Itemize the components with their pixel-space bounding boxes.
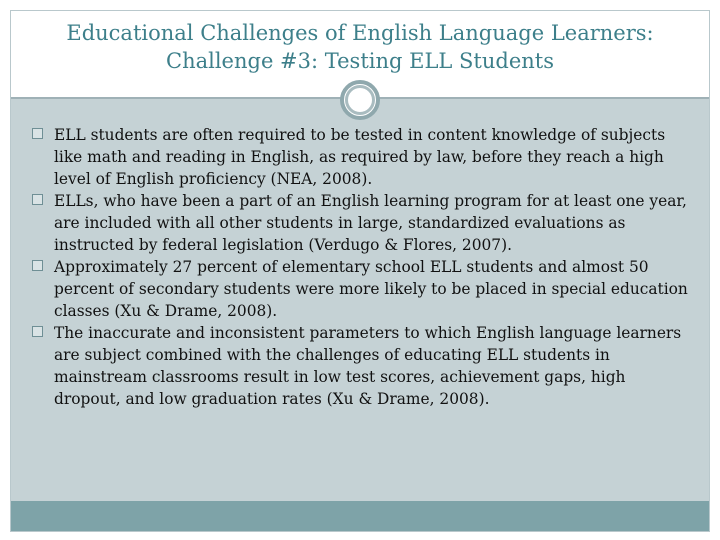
bullet-text: Approximately 27 percent of elementary school ELL students and almost 50 percent of secondary students were more likely to be placed in special education classes (Xu & Drame, 2008). — [54, 258, 688, 320]
circle-ornament-inner-icon — [345, 85, 375, 115]
footer-bar — [11, 501, 709, 531]
bullet-item — [32, 256, 692, 322]
bullet-item — [32, 124, 692, 190]
bullet-item — [32, 322, 692, 410]
bullet-list — [32, 124, 692, 410]
bullet-text: ELL students are often required to be tested in content knowledge of subjects like math and reading in English, as required by law, before they reach a high level of English proficiency (NEA, 2008). — [54, 126, 666, 188]
square-bullet-icon — [32, 128, 43, 139]
title-line-2: Challenge #3: Testing ELL Students — [166, 49, 554, 73]
bullet-item — [32, 190, 692, 256]
square-bullet-icon — [32, 326, 43, 337]
title-line-1: Educational Challenges of English Language Learners: — [66, 21, 654, 45]
square-bullet-icon — [32, 194, 43, 205]
square-bullet-icon — [32, 260, 43, 271]
bullet-text: The inaccurate and inconsistent parameters to which English language learners are subject combined with the challenges of educating ELL students in mainstream classrooms result in low test scores, achievement gaps, high dropout, and low graduation rates (Xu & Drame, 2008). — [54, 324, 682, 408]
bullet-text: ELLs, who have been a part of an English learning program for at least one year, are included with all other students in large, standardized evaluations as instructed by federal legislation (Verdugo & Flores, 2007). — [54, 192, 687, 254]
